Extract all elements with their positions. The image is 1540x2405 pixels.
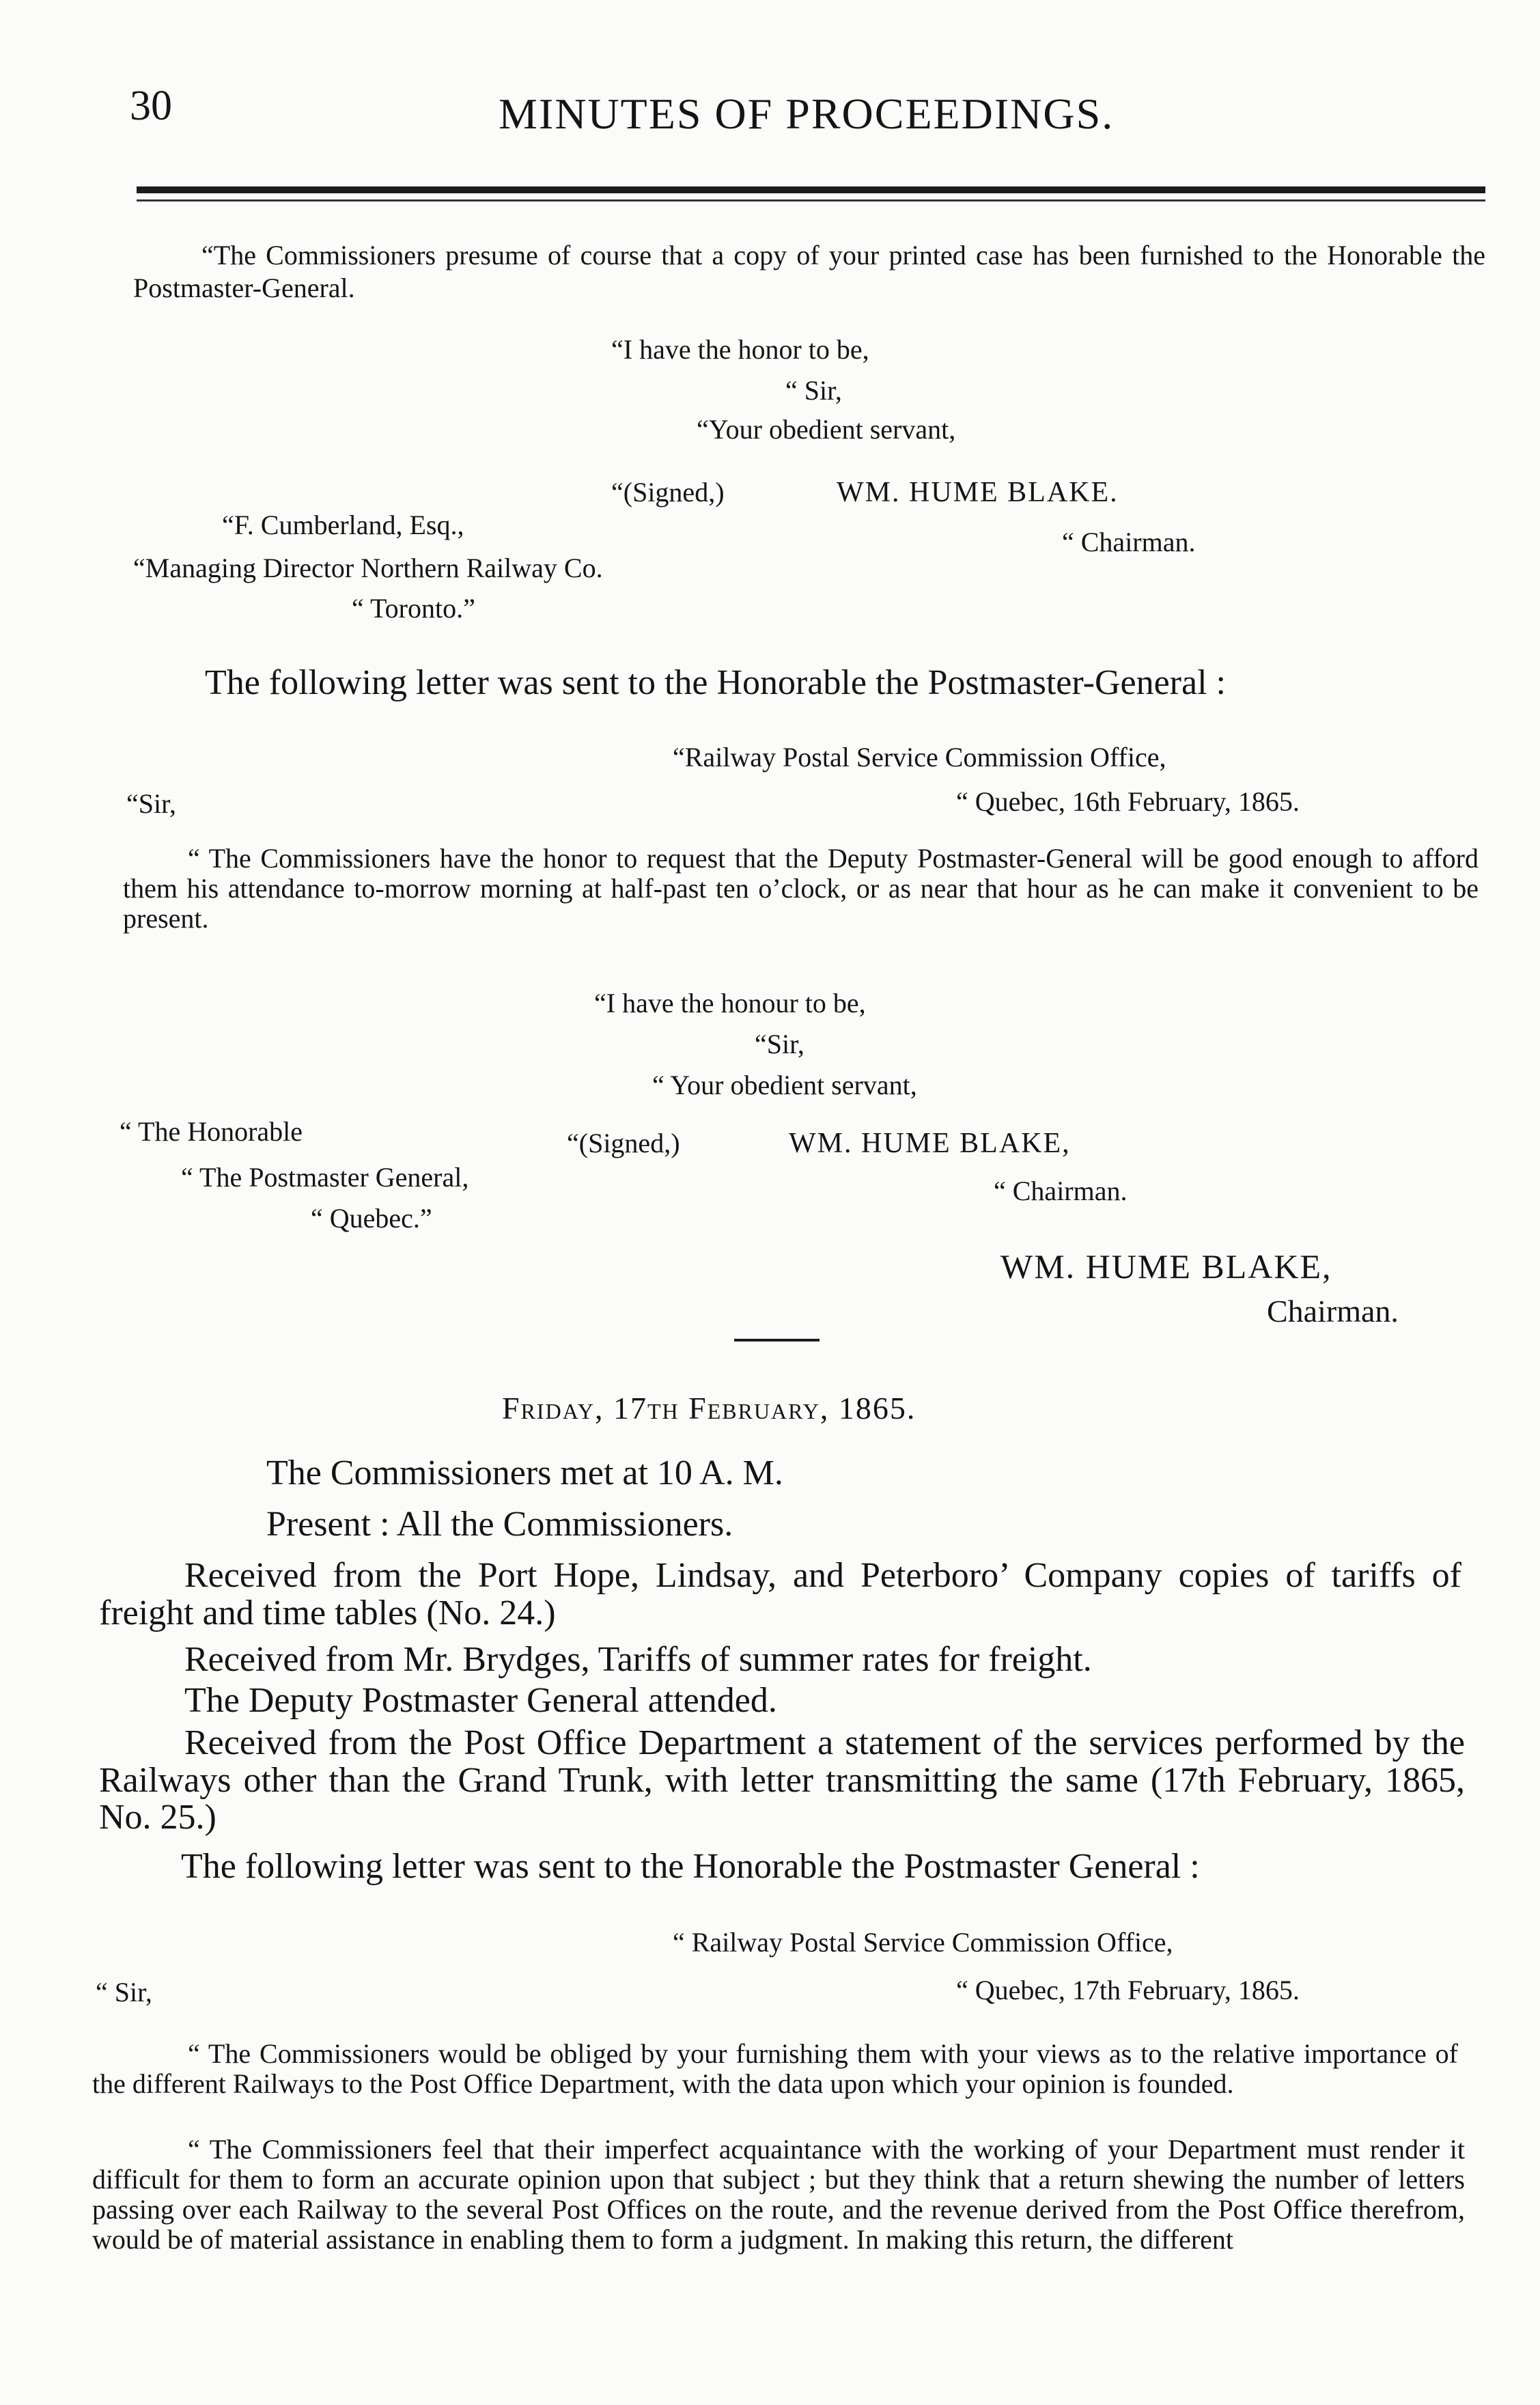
letter3-salutation: “ Sir, xyxy=(96,1977,152,2007)
letter2-addressee-2: “ The Postmaster General, xyxy=(181,1162,469,1193)
letter1-closing-2: “ Sir, xyxy=(785,375,842,406)
minutes-signer-title: Chairman. xyxy=(1267,1294,1399,1329)
header-rule-thick xyxy=(137,186,1485,193)
intro-letter3: The following letter was sent to the Honorable the Postmaster General : xyxy=(181,1847,1200,1886)
letter2-office: “Railway Postal Service Commission Office, xyxy=(673,742,1166,773)
minute-item-4: Received from the Post Office Department a statement of the services performed by the Railways other than the Grand Trunk, with letter transmitting the same (17th February, 1865, No. 25.) xyxy=(99,1723,1465,1837)
page-number: 30 xyxy=(130,83,172,129)
letter3-para-1: “ The Commissioners would be obliged by your furnishing them with your views as to the relative importance of the different Railways to the Post Office Department, with the data upon which your opinion is founded. xyxy=(92,2038,1458,2099)
letter2-date: “ Quebec, 16th February, 1865. xyxy=(956,786,1300,817)
letter2-closing-1: “I have the honour to be, xyxy=(594,988,866,1018)
minute-item-2: Received from Mr. Brydges, Tariffs of summer rates for freight. xyxy=(184,1640,1092,1679)
header-rule-thin xyxy=(137,199,1485,201)
letter2-addressee-1: “ The Honorable xyxy=(120,1116,303,1147)
minutes-signer: WM. HUME BLAKE, xyxy=(1000,1247,1332,1285)
letter1-addressee-3: “ Toronto.” xyxy=(352,593,475,624)
letter1-body: “The Commissioners presume of course that a copy of your printed case has been furnished to the Honorable the Postmaster-General. xyxy=(133,240,1485,303)
section-heading: Friday, 17th February, 1865. xyxy=(502,1391,916,1426)
letter1-addressee-2: “Managing Director Northern Railway Co. xyxy=(133,553,603,583)
section-met: The Commissioners met at 10 A. M. xyxy=(266,1454,783,1492)
page-title: MINUTES OF PROCEEDINGS. xyxy=(499,89,1115,138)
letter2-signer: WM. HUME BLAKE, xyxy=(789,1128,1071,1159)
section-divider xyxy=(734,1339,820,1341)
letter1-signer: WM. HUME BLAKE. xyxy=(837,477,1119,508)
letter1-addressee-1: “F. Cumberland, Esq., xyxy=(222,510,464,540)
letter3-para-2: “ The Commissioners feel that their imperfect acquaintance with the working of your Department must render it difficult for them to form an accurate opinion upon that subject ; but they think that a return shewing the number of letters passing over each Railway to the several Post Offices on the route, and the revenue derived from the Post Office therefrom, would be of material assistance in enabling them to form a judgment. In making this return, the different xyxy=(92,2134,1465,2255)
letter2-addressee-3: “ Quebec.” xyxy=(311,1203,432,1234)
letter2-closing-2: “Sir, xyxy=(755,1029,804,1059)
minute-item-1: Received from the Port Hope, Lindsay, and Peterboro’ Company copies of tariffs of freight and time tables (No. 24.) xyxy=(99,1556,1461,1632)
letter2-closing-3: “ Your obedient servant, xyxy=(652,1070,917,1100)
letter1-closing-1: “I have the honor to be, xyxy=(611,334,869,365)
letter2-signed: “(Signed,) xyxy=(567,1128,680,1158)
letter1-closing-3: “Your obedient servant, xyxy=(697,414,956,445)
letter1-signer-title: “ Chairman. xyxy=(1062,527,1196,557)
letter1-signed: “(Signed,) xyxy=(611,477,725,508)
letter2-signer-title: “ Chairman. xyxy=(994,1176,1128,1206)
letter3-office: “ Railway Postal Service Commission Office, xyxy=(673,1927,1173,1958)
letter3-date: “ Quebec, 17th February, 1865. xyxy=(956,1975,1300,2005)
minute-item-3: The Deputy Postmaster General attended. xyxy=(184,1681,777,1720)
letter2-salutation: “Sir, xyxy=(126,788,176,819)
section-present: Present : All the Commissioners. xyxy=(266,1505,733,1544)
intro-letter2: The following letter was sent to the Honorable the Postmaster-General : xyxy=(205,663,1226,702)
letter2-body: “ The Commissioners have the honor to request that the Deputy Postmaster-General will be good enough to afford them his attendance to-morrow morning at half-past ten o’clock, or as near that hour as he can make it convenient to be present. xyxy=(123,843,1479,934)
